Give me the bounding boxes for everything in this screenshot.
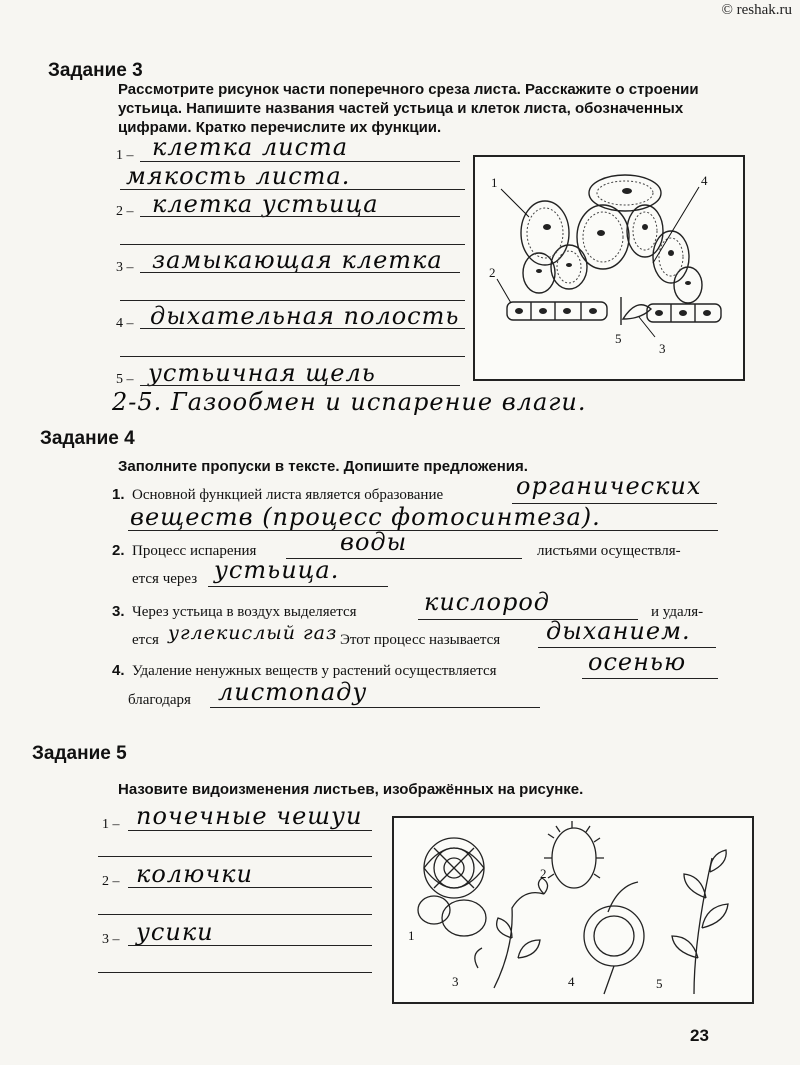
task3-item-3-num: 3 – [116, 260, 134, 275]
watermark: © reshak.ru [721, 2, 792, 18]
task5-heading: Задание 5 [32, 743, 127, 764]
leaf-cells-drawing [475, 157, 743, 379]
task4-s3-text2: и удаля- [651, 604, 704, 620]
fig5-label-1: 1 [408, 928, 415, 943]
answer-line [128, 887, 372, 888]
plants-drawing [394, 818, 752, 1002]
task4-s1-num: 1. [112, 486, 125, 503]
answer-line [140, 272, 460, 273]
answer-line [582, 678, 718, 679]
answer-line [140, 385, 460, 386]
task3-instruction: Рассмотрите рисунок части поперечного среза листа. Расскажите о строении устьица. Напишите названия частей устьица и клеток листа, обозначенных цифрами. Кратко перечислите их функции. [118, 81, 699, 136]
cell-shape [577, 205, 629, 269]
answer-line [128, 530, 718, 531]
task3-summary: 2-5. Газообмен и испарение влаги. [112, 388, 587, 416]
fig3-label-5: 5 [615, 331, 622, 346]
task4-s4-num: 4. [112, 662, 125, 679]
fig3-label-4: 4 [701, 173, 708, 188]
leaf-cross-section-figure [473, 155, 745, 381]
cell-shape [627, 205, 663, 257]
task3-item-1-answer-cont: мякость листа. [126, 162, 351, 190]
task4-s2-text1: Процесс испарения [132, 543, 257, 559]
answer-line [128, 830, 372, 831]
task4-s3-answer1: кислород [424, 588, 550, 616]
fig5-label-2: 2 [540, 866, 547, 881]
task4-s3-answer2: углекислый газ [168, 622, 338, 644]
answer-line [208, 586, 388, 587]
answer-line [120, 300, 465, 301]
task4-s2-text3: ется через [132, 571, 198, 587]
task5-item-1-answer: почечные чешуи [136, 802, 363, 830]
answer-line [140, 216, 460, 217]
fig5-label-3: 3 [452, 974, 459, 989]
task5-instruction: Назовите видоизменения листьев, изображённых на рисунке. [118, 781, 584, 798]
fig5-label-5: 5 [656, 976, 663, 991]
answer-line [98, 972, 372, 973]
pitcher-plant [584, 882, 644, 994]
leafy-stem-plant [672, 850, 728, 994]
task5-item-2-num: 2 – [102, 874, 120, 889]
task3-item-2-answer: клетка устьица [152, 190, 379, 218]
task4-s3-text1: Через устьица в воздух выделяется [132, 604, 357, 620]
task4-s2-answer1: воды [340, 528, 408, 556]
task4-s3-text4: Этот процесс называется [340, 632, 501, 648]
task4-s3-answer3: дыханием. [546, 617, 691, 645]
task3-item-2-num: 2 – [116, 204, 134, 219]
task3-item-5-num: 5 – [116, 372, 134, 387]
task4-instruction: Заполните пропуски в тексте. Допишите предложения. [118, 458, 528, 475]
task4-s4-text1: Удаление ненужных веществ у растений осуществляется [132, 663, 497, 679]
answer-line [140, 328, 465, 329]
task4-s2-text2: листьями осуществля- [537, 543, 681, 559]
task4-s4-answer2: листопаду [218, 678, 368, 706]
fig3-label-3: 3 [659, 341, 666, 356]
task4-s1-answer2: веществ (процесс фотосинтеза). [130, 503, 601, 531]
answer-line [98, 856, 372, 857]
task4-s2-answer2: устьица. [214, 556, 340, 584]
fig3-label-2: 2 [489, 265, 496, 280]
task5-item-3-num: 3 – [102, 932, 120, 947]
answer-line [120, 356, 465, 357]
task3-item-1-answer: клетка листа [152, 133, 349, 161]
answer-line [128, 945, 372, 946]
fig3-label-1: 1 [491, 175, 498, 190]
task4-s4-answer1: осенью [588, 648, 687, 676]
task3-item-1-num: 1 – [116, 148, 134, 163]
task3-item-3-answer: замыкающая клетка [152, 246, 443, 274]
bud-scales-plant [418, 838, 486, 936]
task5-item-3-answer: усики [136, 918, 214, 946]
task3-item-5-answer: устьичная щель [148, 359, 376, 387]
task4-s1-text: Основной функцией листа является образование [132, 487, 444, 503]
cell-shape [521, 201, 569, 265]
task4-s3-text3: ется [132, 632, 159, 648]
task5-item-2-answer: колючки [136, 860, 253, 888]
task3-item-4-num: 4 – [116, 316, 134, 331]
cactus-plant [544, 821, 604, 888]
fig5-label-4: 4 [568, 974, 575, 989]
task3-heading: Задание 3 [48, 60, 143, 81]
cell-shape [653, 231, 689, 283]
task4-s4-text2: благодаря [128, 692, 191, 708]
answer-line [210, 707, 540, 708]
answer-line [98, 914, 372, 915]
page-number: 23 [690, 1026, 709, 1045]
task5-item-1-num: 1 – [102, 817, 120, 832]
tendril-plant [475, 878, 548, 988]
task3-item-4-answer: дыхательная полость [150, 302, 460, 330]
answer-line [120, 244, 465, 245]
leaf-modifications-figure [392, 816, 754, 1004]
task4-s1-answer1: органических [516, 472, 702, 500]
task4-s3-num: 3. [112, 603, 125, 620]
task4-s2-num: 2. [112, 542, 125, 559]
task4-heading: Задание 4 [40, 428, 135, 449]
